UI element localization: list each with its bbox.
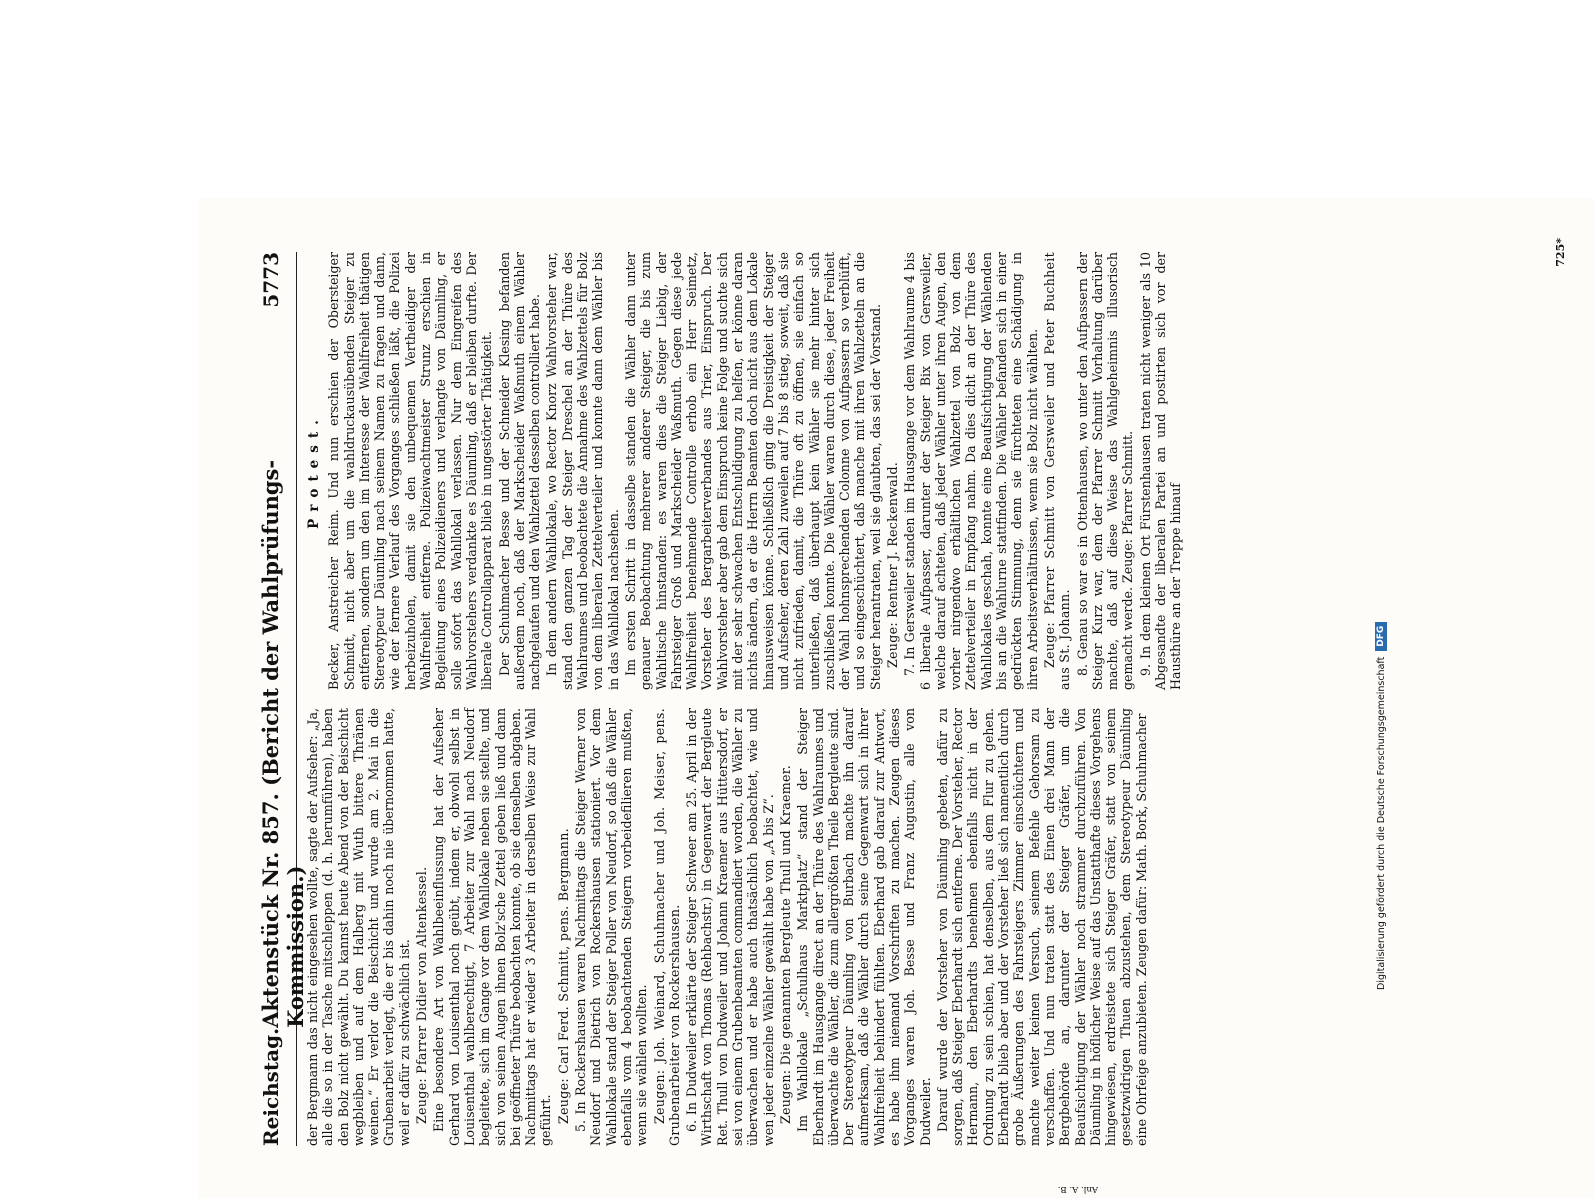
paragraph: Im ersten Schritt in dasselbe standen die Wähler dann unter genauer Beobachtung mehrerer anderer Steiger, die bis zum Wahltische hinstanden: es waren dies die Steiger Liebig, der Fahrsteiger Groß und Markscheider Waßmuth. Gegen diese jede Wahlfreiheit benehmende Controlle erhob ein Herr Seimetz, Vorsteher des Bergarbeiterverbandes aus Trier, Einspruch. Der Wahlvorsteher aber gab dem Einspruch keine Folge und suchte sich mit der sehr schwachen Entschuldigung zu helfen, er könne daran nichts ändern, da er die Herrn Beamten doch nicht aus dem Lokale hinausweisen könne. Schließlich ging die Dreistigkeit der Steiger und Aufseher, deren Zahl zuweilen auf 7 bis 8 stieg, soweit, daß sie nicht zufrieden, damit, die Thüre oft zu öffnen, sie einfach so unterließen, daß überhaupt kein Wähler sie mehr hinter sich zuschließen konnte. Die Wähler waren durch diese, jeder Freiheit der Wahl hohnsprechenden Colonne von Aufpassern so verblüfft, und so eingeschüchtert, daß manche mit ihren Wahlzetteln an die Steiger herantraten, weil sie glaubten, das sei der Vorstand. xyxy=(622,252,883,690)
witness-line: Zeuge: Pfarrer Didier von Altenkessel. xyxy=(414,866,430,1124)
page-header xyxy=(258,252,308,1146)
column-left xyxy=(305,708,1475,1146)
witness-line: Zeugen: Die genannten Bergleute Thull und Kraemer. xyxy=(777,764,793,1124)
paragraph: Becker, Anstreicher Reim. Und nun erschien der Obersteiger Schmidt, nicht aber um die wahldruckausübenden Steiger zu entfernen, sondern um den im Interesse der Wahlfreiheit thätigen Stereotypeur Däumling nach seinem Namen zu fragen und dann, wie der fernere Verlauf des Vorganges schließen läßt, die Polizei herbeizuholen, damit sie den unbequemen Vertheidiger der Wahlfreiheit entferne. Polizeiwachtmeister Strunz erschien in Begleitung eines Polizeidieners und verlangte von Däumling, er solle sofort das Wahllokal verlassen. Nur dem Eingreifen des Wahlvorstehers verdankte es Däumling, daß er bleiben durfte. Der liberale Controllapparat blieb in ungestörter Thätigkeit. xyxy=(326,252,495,690)
paragraph: Im Wahllokale „Schulhaus Marktplatz“ stand der Steiger Eberhardt im Hausgange direct an der Thüre des Wahlraumes und überwachte die Wähler, die zum allergrößten Theile Bergleute sind. Der Stereotypeur Däumling von Burbach machte ihn darauf aufmerksam, daß die Wähler durch seine Gegenwart sich in ihrer Wahlfreiheit behindert fühlten. Eberhard gab darauf zur Antwort, es habe ihm niemand Vorschriften zu machen. Zeugen dieses Vorganges waren Joh. Besse und Franz Augustin, alle von Dudweiler. xyxy=(795,708,933,1146)
paragraph: 9. In dem kleinen Ort Fürstenhausen traten nicht weniger als 10 Abgesandte der liberalen Partei an und postirten sich vor der Hausthüre an der Treppe hinauf xyxy=(1137,252,1184,690)
paragraph: 5. In Rockershausen waren Nachmittags die Steiger Werner von Neudorf und Dietrich von Rockershausen stationiert. Vor dem Wahllokale stand der Steiger Poller von Neudorf, so daß die Wähler ebenfalls vom 4 beobachtenden Steigern vorbeidefilieren mußten, wenn sie wählen wollten. xyxy=(573,708,650,1146)
text-columns xyxy=(305,252,1475,1146)
witness-line: Zeuge: Pfarrer Schmitt von Gersweiler und Peter Buchheit aus St. Johann. xyxy=(1041,252,1073,690)
paragraph: Darauf wurde der Vorsteher von Däumling gebeten, dafür zu sorgen, daß Steiger Eberhardt sich entferne. Der Vorsteher, Rector Hermann, den Eberhardts benehmen ebenfalls nicht in der Ordnung zu sein schien, hat denselben, aus dem Flur zu gehen. Eberhardt blieb aber und der Vorsteher ließ sich namentlich durch grobe Äußerungen des Fahrsteigers Zimmer einschüchtern und machte weiter keinen Versuch, seinem Befehle Gehorsam zu verschaffen. Und nun traten statt des Einen drei Mann der Bergbehörde an, darunter der Steiger Gräfer, um die Beaufsichtigung der Wähler noch strammer durchzuführen. Von Däumling in höflicher Weise auf das Unstatthafte dieses Vorgehens hingewiesen, erdreistete sich Steiger Gräfer, statt von seinem gesetzwidrigen Thuen abzustehen, dem Stereotypeur Däumling eine Ohrfeige anzubieten. Zeugen dafür: Math. Bork, Schuhmacher xyxy=(934,708,1149,1146)
paragraph: 6. In Dudweiler erklärte der Steiger Schweer am 25. April in der Wirthschaft von Thomas (Rehbachstr.) in Gegenwart der Bergleute Ret. Thull von Dudweiler und Johann Kraemer aus Hüttersdorf, er sei von einem Grubenbeamten commandiert worden, die Wähler zu überwachen und er habe auch thatsächlich beobachtet, wie und wen jeder einzelne Wähler gewählt habe von „A bis Z“. xyxy=(684,708,776,1146)
paragraph: 7. In Gersweiler standen im Hausgange vor dem Wahlraume 4 bis 6 liberale Aufpasser, darunter der Steiger Bix von Gersweiler, welche darauf achteten, daß jeder Wähler unter ihren Augen, den vorher nirgendwo erhältlichen Wahlzettel von Bolz von dem Zettelverteiler in Empfang nahm. Da dies dicht an der Thüre des Wahllokales geschah, konnte eine Beaufsichtigung der Wählenden bis an die Wahlurne stattfinden. Die Wähler befanden sich in einer gedrückten Stimmung, denn sie fürchteten eine Schädigung in ihren Arbeitsverhältnissen, wenn sie Bolz nicht wählten. xyxy=(902,252,1040,690)
page-number: 5773 xyxy=(259,252,283,308)
dfg-logo: DFG xyxy=(1375,622,1387,651)
witness-line: Zeuge: Carl Ferd. Schmitt, pens. Bergmann. xyxy=(555,828,571,1124)
witness-line: Zeugen: Joh. Weinard, Schuhmacher und Joh. Meiser, pens. Grubenarbeiter von Rockershausen. xyxy=(651,708,682,1146)
digitization-text: Digitalisierung gefördert durch die Deutsche Forschungsgemeinschaft xyxy=(1375,656,1387,990)
section-title: Protest. xyxy=(306,413,322,529)
sheet-signature: 725* xyxy=(1554,238,1567,267)
margin-note: Anl. A. B. xyxy=(1057,1184,1098,1194)
paragraph: Eine besondere Art von Wahlbeeinflussung hat der Aufseher Gerhard von Louisenthal noch geübt, indem er, obwohl selbst in Louisenthal wahlberechtigt, 7 Arbeiter zur Wahl nach Neudorf begleitete, sich im Gange vor dem Wahllokale neben sie stellte, und sich von seinen Augen ihnen Bolz'sche Zettel geben ließ und dann bei geöffneter Thüre beobachten konnte, ob sie denselben abgaben. Nachmittags hat er wieder 3 Arbeiter in derselben Weise zur Wahl geführt. xyxy=(431,708,554,1146)
paragraph: In dem andern Wahllokale, wo Rector Knorz Wahlvorsteher war, stand den ganzen Tag der Steiger Dreschel an der Thüre des Wahlraumes und beobachtete die Annahme des Wahlzettels für Bolz von dem liberalen Zettelverteiler und konnte dann dem Wähler bis in das Wahllokal nachsehen. xyxy=(544,252,621,690)
digitization-notice xyxy=(1375,622,1387,990)
paragraph: der Bergmann das nicht eingesehen wollte, sagte der Aufseher: „Ja, alle die so in der Tasche mitschleppen (d. h. herumführen), haben den Bolz nicht gewählt. Du kannst heute Abend von der Beischicht wegbleiben und auf dem Halberg mit Wuth bittere Thränen weinen.“ Er verlor die Beischicht und wurde am 2. Mai in die Grubenarbeit verlegt, die er bis dahin noch nie übernommen hatte, weil er dafür zu schwächlich ist. xyxy=(305,708,412,1146)
paragraph: 8. Genau so war es in Ottenhausen, wo unter den Aufpassern der Steiger Kurz war, dem der Pfarrer Schmitt Vorhaltung darüber machte, daß auf diese Weise das Wahlgeheimnis illusorisch gemacht werde. Zeuge: Pfarrer Schmitt. xyxy=(1074,252,1136,690)
column-right xyxy=(305,252,1475,690)
header-title: Aktenstück Nr. 857. (Bericht der Wahlprüfungs-Kommission.) xyxy=(258,459,308,1028)
witness-line: Zeuge: Rentner J. Reckenwald. xyxy=(884,461,900,668)
header-left: Reichstag. xyxy=(259,1027,283,1146)
paragraph: Der Schuhmacher Besse und der Schneider Klesing befanden außerdem noch, daß der Markscheider Waßmuth einem Wähler nachgelaufen und den Wahlzettel desselben controlliert habe. xyxy=(496,252,543,690)
